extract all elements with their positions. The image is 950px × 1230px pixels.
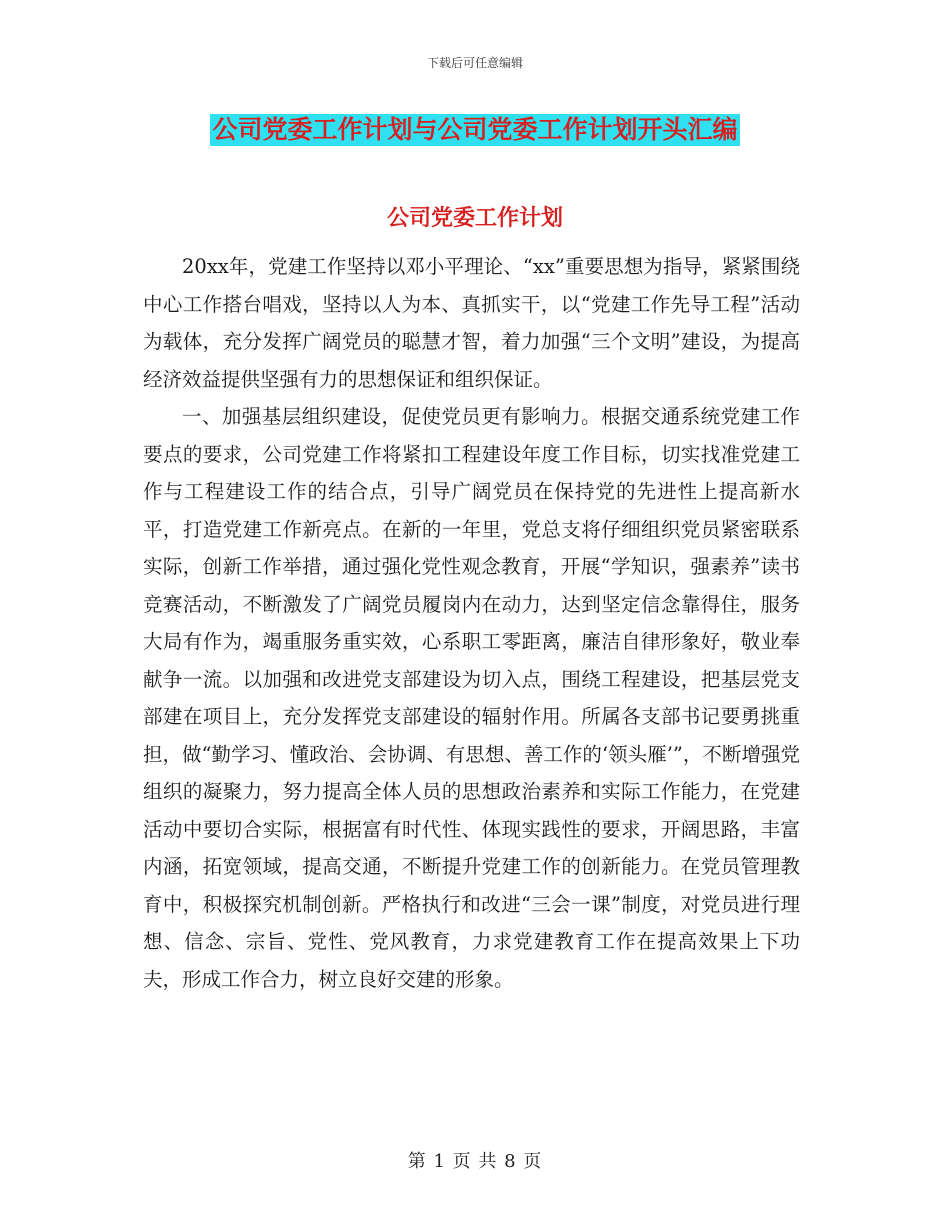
section-title: 公司党委工作计划 — [386, 205, 563, 231]
body-text — [143, 248, 800, 998]
document-title: 公司党委工作计划与公司党委工作计划开头汇编 — [212, 115, 738, 144]
document-title-container — [0, 114, 950, 146]
paragraph-section-one: 一、加强基层组织建设，促使党员更有影响力。根据交通系统党建工作要点的要求，公司党建工作将紧扣工程建设年度工作目标，切实找准党建工作与工程建设工作的结合点，引导广阔党员在保持党的先进性上提高新水平，打造党建工作新亮点。在新的一年里，党总支将仔细组织党员紧密联系实际，创新工作举措，通过强化党性观念教育，开展“学知识，强素养”读书竞赛活动，不断激发了广阔党员履岗内在动力，达到坚定信念靠得住，服务大局有作为，竭重服务重实效，心系职工零距离，廉洁自律形象好，敬业奉献争一流。以加强和改进党支部建设为切入点，围绕工程建设，把基层党支部建在项目上，充分发挥党支部建设的辐射作用。所属各支部书记要勇挑重担，做“勤学习、懂政治、会协调、有思想、善工作的‘领头雁’”，不断增强党组织的凝聚力，努力提高全体人员的思想政治素养和实际工作能力，在党建活动中要切合实际，根据富有时代性、体现实践性的要求，开阔思路，丰富内涵，拓宽领域，提高交通，不断提升党建工作的创新能力。在党员管理教育中，积极探究机制创新。严格执行和改进“三会一课”制度，对党员进行理想、信念、宗旨、党性、党风教育，力求党建教育工作在提高效果上下功夫，形成工作合力，树立良好交建的形象。 — [143, 405, 800, 991]
page-footer: 第 1 页 共 8 页 — [407, 1151, 543, 1172]
paragraph-intro: 20xx年，党建工作坚持以邓小平理论、“xx”重要思想为指导，紧紧围绕中心工作搭台唱戏，坚持以人为本、真抓实干，以“党建工作先导工程”活动为载体，充分发挥广阔党员的聪慧才智，着力加强“三个文明”建设，为提高经济效益提供坚强有力的思想保证和组织保证。 — [143, 255, 800, 391]
header-note: 下载后可任意编辑 — [426, 56, 523, 70]
